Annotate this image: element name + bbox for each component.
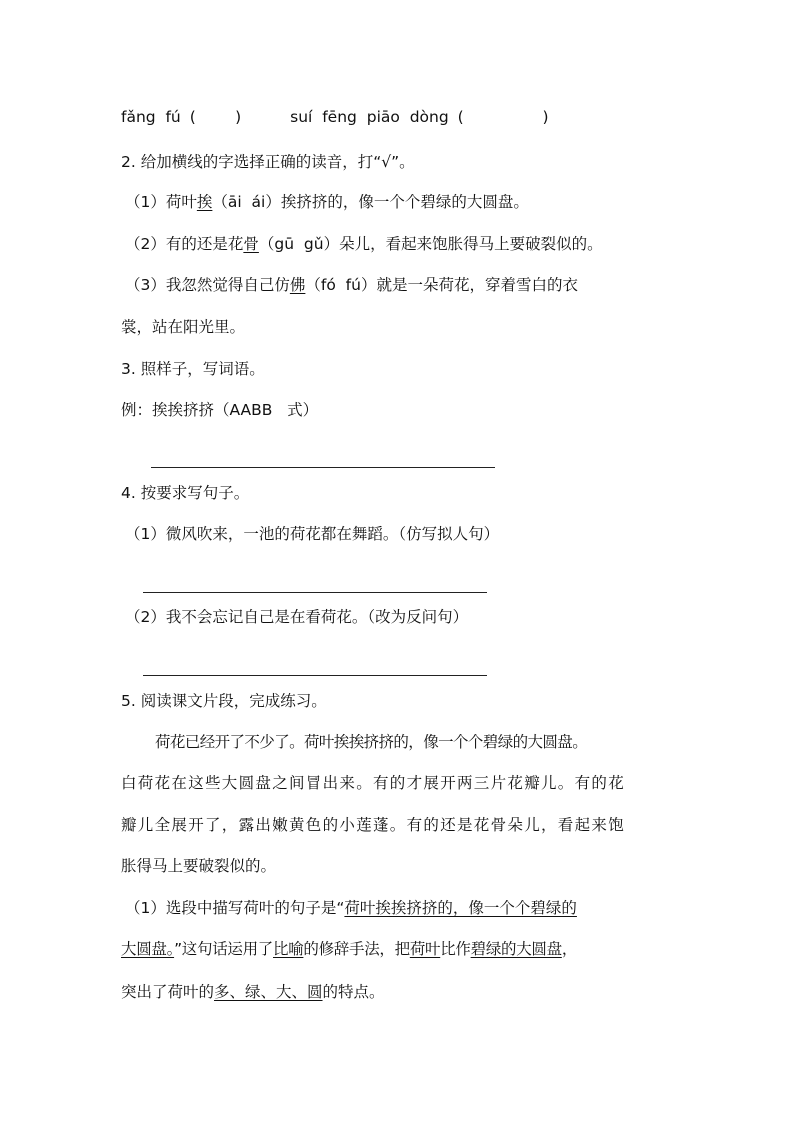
pinyin-row	[121, 108, 549, 126]
question-2-item-1	[125, 190, 529, 212]
item-text: （1）荷叶	[125, 193, 197, 211]
pinyin-suifengpiaodong: suí fēng piāo dòng	[290, 108, 449, 126]
passage-line-1: 荷花已经开了不少了。荷叶挨挨挤挤的，像一个个碧绿的大圆盘。	[155, 733, 588, 751]
passage-line-2: 白荷花在这些大圆盘之间冒出来。有的才展开两三片花瓣儿。有的花	[121, 774, 626, 792]
pinyin-fangfu: fǎng fú	[121, 108, 181, 126]
question-2-item-3	[125, 273, 578, 295]
passage-line-4: 胀得马上要破裂似的。	[121, 857, 277, 875]
features-answer: 多、绿、大、圆	[214, 983, 323, 1001]
question-5-title: 5. 阅读课文片段，完成练习。	[121, 692, 327, 710]
answer-text: （1）选段中描写荷叶的句子是“	[125, 899, 345, 917]
question-3-title: 3. 照样子，写词语。	[121, 360, 265, 378]
question-4-item-2: （2）我不会忘记自己是在看荷花。（改为反问句）	[125, 608, 469, 626]
answer-text: 比作	[440, 940, 471, 958]
answer-text: ，	[561, 940, 578, 958]
answer-text: 的修辞手法，把	[303, 940, 410, 958]
question-5-answer-line-3	[121, 980, 385, 1002]
underlined-char: 挨	[196, 193, 213, 211]
item-text: （fó fú）就是一朵荷花，穿着雪白的衣	[305, 276, 578, 294]
question-2-item-2	[125, 232, 603, 254]
answer-text: ”这句话运用了	[174, 940, 273, 958]
answer-line	[143, 675, 487, 676]
answer-blank-fangfu: ( )	[189, 108, 242, 126]
question-5-answer-line-1	[125, 896, 577, 918]
object-answer: 碧绿的大圆盘	[470, 940, 562, 958]
rhetoric-answer: 比喻	[273, 940, 304, 958]
item-text: （3）我忽然觉得自己仿	[125, 276, 290, 294]
question-5-answer-line-2	[121, 937, 577, 959]
question-3-example: 例：挨挨挤挤（AABB 式）	[121, 401, 319, 419]
quoted-sentence: 荷叶挨挨挤挤的，像一个个碧绿的	[344, 899, 577, 917]
answer-line	[151, 467, 495, 468]
question-2-item-3-cont: 裳，站在阳光里。	[121, 318, 246, 336]
subject-answer: 荷叶	[409, 940, 441, 958]
item-text: （gū gǔ）朵儿，看起来饱胀得马上要破裂似的。	[258, 235, 603, 253]
question-2-title: 2. 给加横线的字选择正确的读音，打“√”。	[121, 153, 415, 171]
answer-text: 突出了荷叶的	[121, 983, 215, 1001]
item-text: （2）有的还是花	[125, 235, 244, 253]
passage-line-3: 瓣儿全展开了，露出嫩黄色的小莲蓬。有的还是花骨朵儿，看起来饱	[121, 816, 626, 834]
answer-blank-suifengpiaodong: ( )	[457, 108, 549, 126]
question-4-item-1: （1）微风吹来，一池的荷花都在舞蹈。（仿写拟人句）	[125, 525, 500, 543]
question-4-title: 4. 按要求写句子。	[121, 484, 250, 502]
quoted-sentence: 大圆盘。	[121, 940, 175, 958]
underlined-char: 骨	[243, 235, 259, 253]
answer-line	[143, 592, 487, 593]
item-text: （āi ái）挨挤挤的，像一个个碧绿的大圆盘。	[212, 193, 529, 211]
underlined-char: 佛	[289, 276, 306, 294]
answer-text: 的特点。	[322, 983, 385, 1001]
